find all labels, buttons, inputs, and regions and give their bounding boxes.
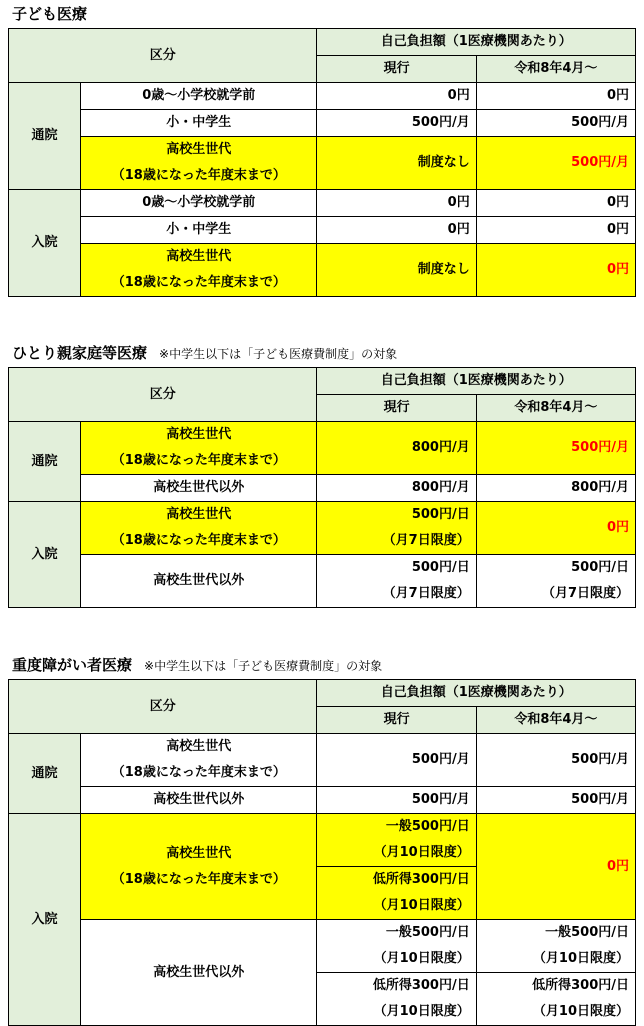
value-line: （月10日限度） — [373, 1004, 470, 1019]
value-line: 500円/日 — [411, 560, 470, 575]
category-nyuin: 入院 — [9, 502, 81, 608]
new-value-lowincome — [476, 973, 635, 1026]
label-line: （18歳になった年度末まで） — [111, 765, 286, 780]
header-kubun: 区分 — [9, 29, 317, 83]
label-line: 高校生世代 — [166, 845, 232, 861]
header-kubun: 区分 — [9, 368, 317, 422]
row-label: 高校生世代以外 — [81, 555, 317, 608]
new-value: 800円/月 — [476, 475, 635, 502]
row-label: 小・中学生 — [81, 110, 317, 137]
value-line: （月10日限度） — [532, 951, 629, 966]
row-label-highschool — [81, 502, 317, 555]
section-title-text: 子ども医療 — [12, 5, 88, 23]
new-value-general — [476, 920, 635, 973]
label-line: （18歳になった年度末まで） — [111, 168, 286, 183]
label-line: （18歳になった年度末まで） — [111, 453, 286, 468]
label-line: （18歳になった年度末まで） — [111, 275, 286, 290]
header-jiko: 自己負担額（1医療機関あたり） — [317, 680, 636, 707]
header-jiko: 自己負担額（1医療機関あたり） — [317, 29, 636, 56]
new-value: 500円/月 — [476, 110, 635, 137]
table-kodomo — [8, 28, 636, 297]
row-label: 0歳〜小学校就学前 — [81, 83, 317, 110]
section-title-text: 重度障がい者医療 — [12, 656, 133, 674]
current-value: 500円/月 — [317, 734, 476, 787]
row-label: 高校生世代以外 — [81, 920, 317, 1026]
current-value: 0円 — [317, 190, 476, 217]
new-value — [476, 555, 635, 608]
label-line: （18歳になった年度末まで） — [111, 871, 286, 887]
header-reiwa: 令和8年4月〜 — [476, 56, 635, 83]
current-value: 500円/月 — [317, 110, 476, 137]
current-value-general — [317, 814, 476, 867]
header-genko: 現行 — [317, 56, 476, 83]
new-value: 0円 — [476, 814, 635, 920]
new-value: 0円 — [476, 83, 635, 110]
row-label: 小・中学生 — [81, 217, 317, 244]
label-line: 高校生世代 — [166, 507, 232, 522]
current-value: 0円 — [317, 217, 476, 244]
category-nyuin: 入院 — [9, 814, 81, 1026]
new-value: 500円/月 — [476, 137, 635, 190]
value-line: （月10日限度） — [532, 1004, 629, 1019]
header-reiwa: 令和8年4月〜 — [476, 395, 635, 422]
row-label-highschool — [81, 734, 317, 787]
label-line: 高校生世代 — [166, 142, 232, 157]
label-line: 高校生世代 — [166, 427, 232, 442]
value-line: 一般500円/日 — [385, 819, 470, 834]
value-line: 一般500円/日 — [385, 925, 470, 940]
header-jiko: 自己負担額（1医療機関あたり） — [317, 368, 636, 395]
row-label-highschool — [81, 244, 317, 297]
label-line: 高校生世代 — [166, 249, 232, 264]
value-line: 一般500円/日 — [545, 925, 629, 940]
value-line: （月10日限度） — [373, 951, 470, 966]
category-nyuin: 入院 — [9, 190, 81, 297]
value-line: 500円/日 — [411, 507, 470, 522]
section-title-text: ひとり親家庭等医療 — [12, 344, 148, 362]
value-line: （月7日限度） — [541, 586, 629, 601]
new-value: 500円/月 — [476, 787, 635, 814]
current-value-general — [317, 920, 476, 973]
value-line: 低所得300円/日 — [532, 978, 629, 993]
category-tsuin: 通院 — [9, 83, 81, 190]
value-line: （月7日限度） — [382, 586, 470, 601]
current-value — [317, 555, 476, 608]
current-value: 制度なし — [317, 244, 476, 297]
value-line: （月10日限度） — [373, 898, 470, 913]
new-value: 0円 — [476, 190, 635, 217]
current-value — [317, 502, 476, 555]
new-value: 0円 — [476, 244, 635, 297]
row-label-highschool — [81, 137, 317, 190]
header-kubun: 区分 — [9, 680, 317, 734]
row-label: 高校生世代以外 — [81, 787, 317, 814]
current-value: 0円 — [317, 83, 476, 110]
label-line: （18歳になった年度末まで） — [111, 533, 286, 548]
current-value-lowincome — [317, 973, 476, 1026]
row-label-highschool — [81, 422, 317, 475]
header-reiwa: 令和8年4月〜 — [476, 707, 635, 734]
label-line: 高校生世代 — [166, 739, 232, 754]
section-title-hitorioya — [12, 343, 397, 364]
row-label: 高校生世代以外 — [81, 475, 317, 502]
new-value: 500円/月 — [476, 422, 635, 475]
value-line: 低所得300円/日 — [372, 872, 470, 887]
category-tsuin: 通院 — [9, 422, 81, 502]
new-value: 0円 — [476, 502, 635, 555]
current-value-lowincome — [317, 867, 476, 920]
row-label: 0歳〜小学校就学前 — [81, 190, 317, 217]
category-tsuin: 通院 — [9, 734, 81, 814]
current-value: 800円/月 — [317, 475, 476, 502]
header-genko: 現行 — [317, 707, 476, 734]
section-note: ※中学生以下は「子ども医療費制度」の対象 — [159, 347, 398, 361]
table-judo — [8, 679, 636, 1026]
new-value: 500円/月 — [476, 734, 635, 787]
section-title-kodomo — [12, 4, 87, 24]
current-value: 500円/月 — [317, 787, 476, 814]
row-label-highschool — [81, 814, 317, 920]
section-title-judo — [12, 655, 382, 676]
header-genko: 現行 — [317, 395, 476, 422]
value-line: 500円/日 — [571, 560, 629, 575]
new-value: 0円 — [476, 217, 635, 244]
value-line: （月10日限度） — [373, 845, 470, 860]
current-value: 制度なし — [317, 137, 476, 190]
value-line: （月7日限度） — [382, 533, 470, 548]
table-hitorioya — [8, 367, 636, 608]
current-value: 800円/月 — [317, 422, 476, 475]
section-note: ※中学生以下は「子ども医療費制度」の対象 — [144, 659, 383, 673]
value-line: 低所得300円/日 — [372, 978, 470, 993]
